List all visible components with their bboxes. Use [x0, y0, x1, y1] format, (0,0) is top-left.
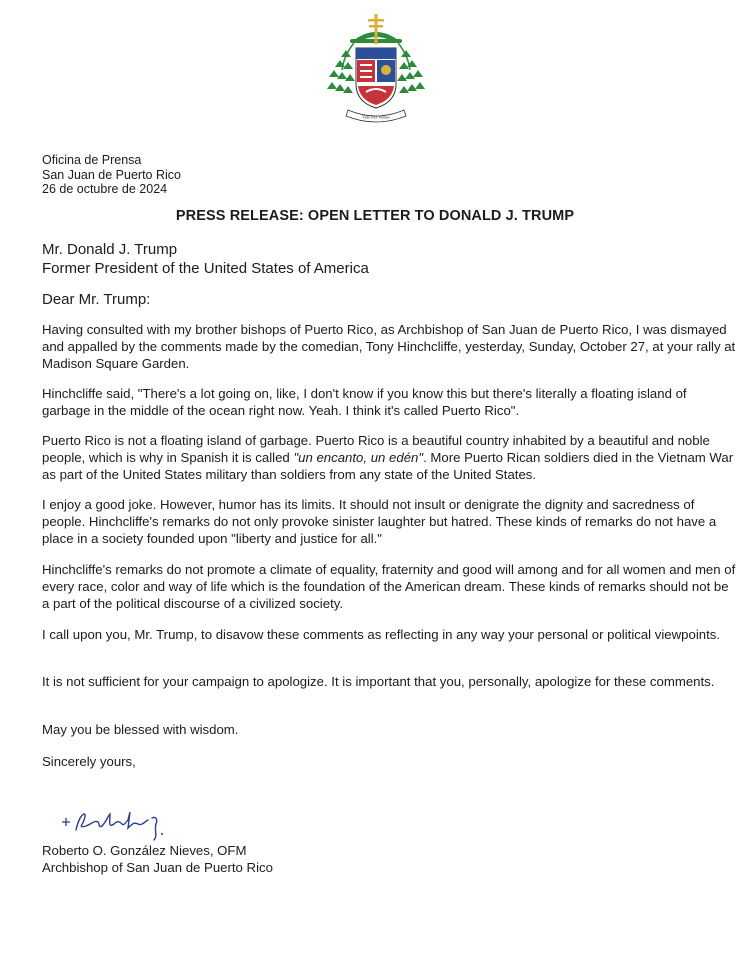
sender-city: San Juan de Puerto Rico	[42, 167, 181, 182]
sender-date: 26 de octubre de 2024	[42, 182, 168, 196]
paragraph-3	[42, 432, 737, 483]
paragraph-3-italic: "un encanto, un edén"	[293, 450, 424, 465]
handwritten-signature-icon	[58, 806, 188, 842]
salutation: Dear Mr. Trump:	[42, 291, 151, 308]
paragraph-8: May you be blessed with wisdom.	[42, 722, 239, 737]
signer-title: Archbishop of San Juan de Puerto Rico	[42, 860, 273, 875]
closing: Sincerely yours,	[42, 754, 136, 769]
paragraph-1: Having consulted with my brother bishops of Puerto Rico, as Archbishop of San Juan de Puerto Rico, I was dismayed and appalled by the comments made by the comedian, Tony Hinchcliffe, yesterday, Sunday, October 27, at your rally at Madison Square Garden.	[42, 322, 736, 371]
paragraph-3-part-b: . More Puerto Rican soldiers died in the Vietnam War as part of the United States military than soldiers from any state of the United States.	[42, 450, 734, 482]
paragraph-5: Hinchcliffe's remarks do not promote a climate of equality, fraternity and good will among and for all women and men of every race, color and way of life which is the foundation of the American dream. These kinds of remarks should not be a part of the political discourse of a civilized society.	[42, 562, 736, 611]
paragraph-4: I enjoy a good joke. However, humor has its limits. It should not insult or denigrate the dignity and sacredness of people. Hinchcliffe's remarks do not only provoke sinister laughter but hatred. These kinds of remarks do not have a place in a society founded upon "liberty and justice for all."	[42, 497, 717, 546]
document-title: PRESS RELEASE: OPEN LETTER TO DONALD J. TRUMP	[175, 208, 575, 224]
motto-text: Vide Pax Veritas	[362, 114, 390, 120]
recipient-block	[42, 240, 369, 278]
paragraph-3-part-a: Puerto Rico is not a floating island of garbage. Puerto Rico is a beautiful country inhabited by a beautiful and noble people, which is why in Spanish it is called	[42, 433, 710, 465]
sender-block	[42, 153, 181, 197]
recipient-name: Mr. Donald J. Trump	[42, 241, 178, 258]
sender-office: Oficina de Prensa	[42, 153, 142, 167]
recipient-position: Former President of the United States of America	[42, 260, 369, 277]
paragraph-2: Hinchcliffe said, "There's a lot going on, like, I don't know if you know this but there's literally a floating island of garbage in the middle of the ocean right now. Yeah. I think it's called Puerto Rico".	[42, 386, 687, 418]
signer-name: Roberto O. González Nieves, OFM	[42, 843, 247, 858]
coat-of-arms-icon	[326, 10, 426, 128]
signer-block	[42, 842, 273, 876]
paragraph-7: It is not sufficient for your campaign to apologize. It is important that you, personally, apologize for these comments.	[42, 674, 715, 689]
paragraph-6: I call upon you, Mr. Trump, to disavow these comments as reflecting in any way your personal or political viewpoints.	[42, 627, 721, 642]
